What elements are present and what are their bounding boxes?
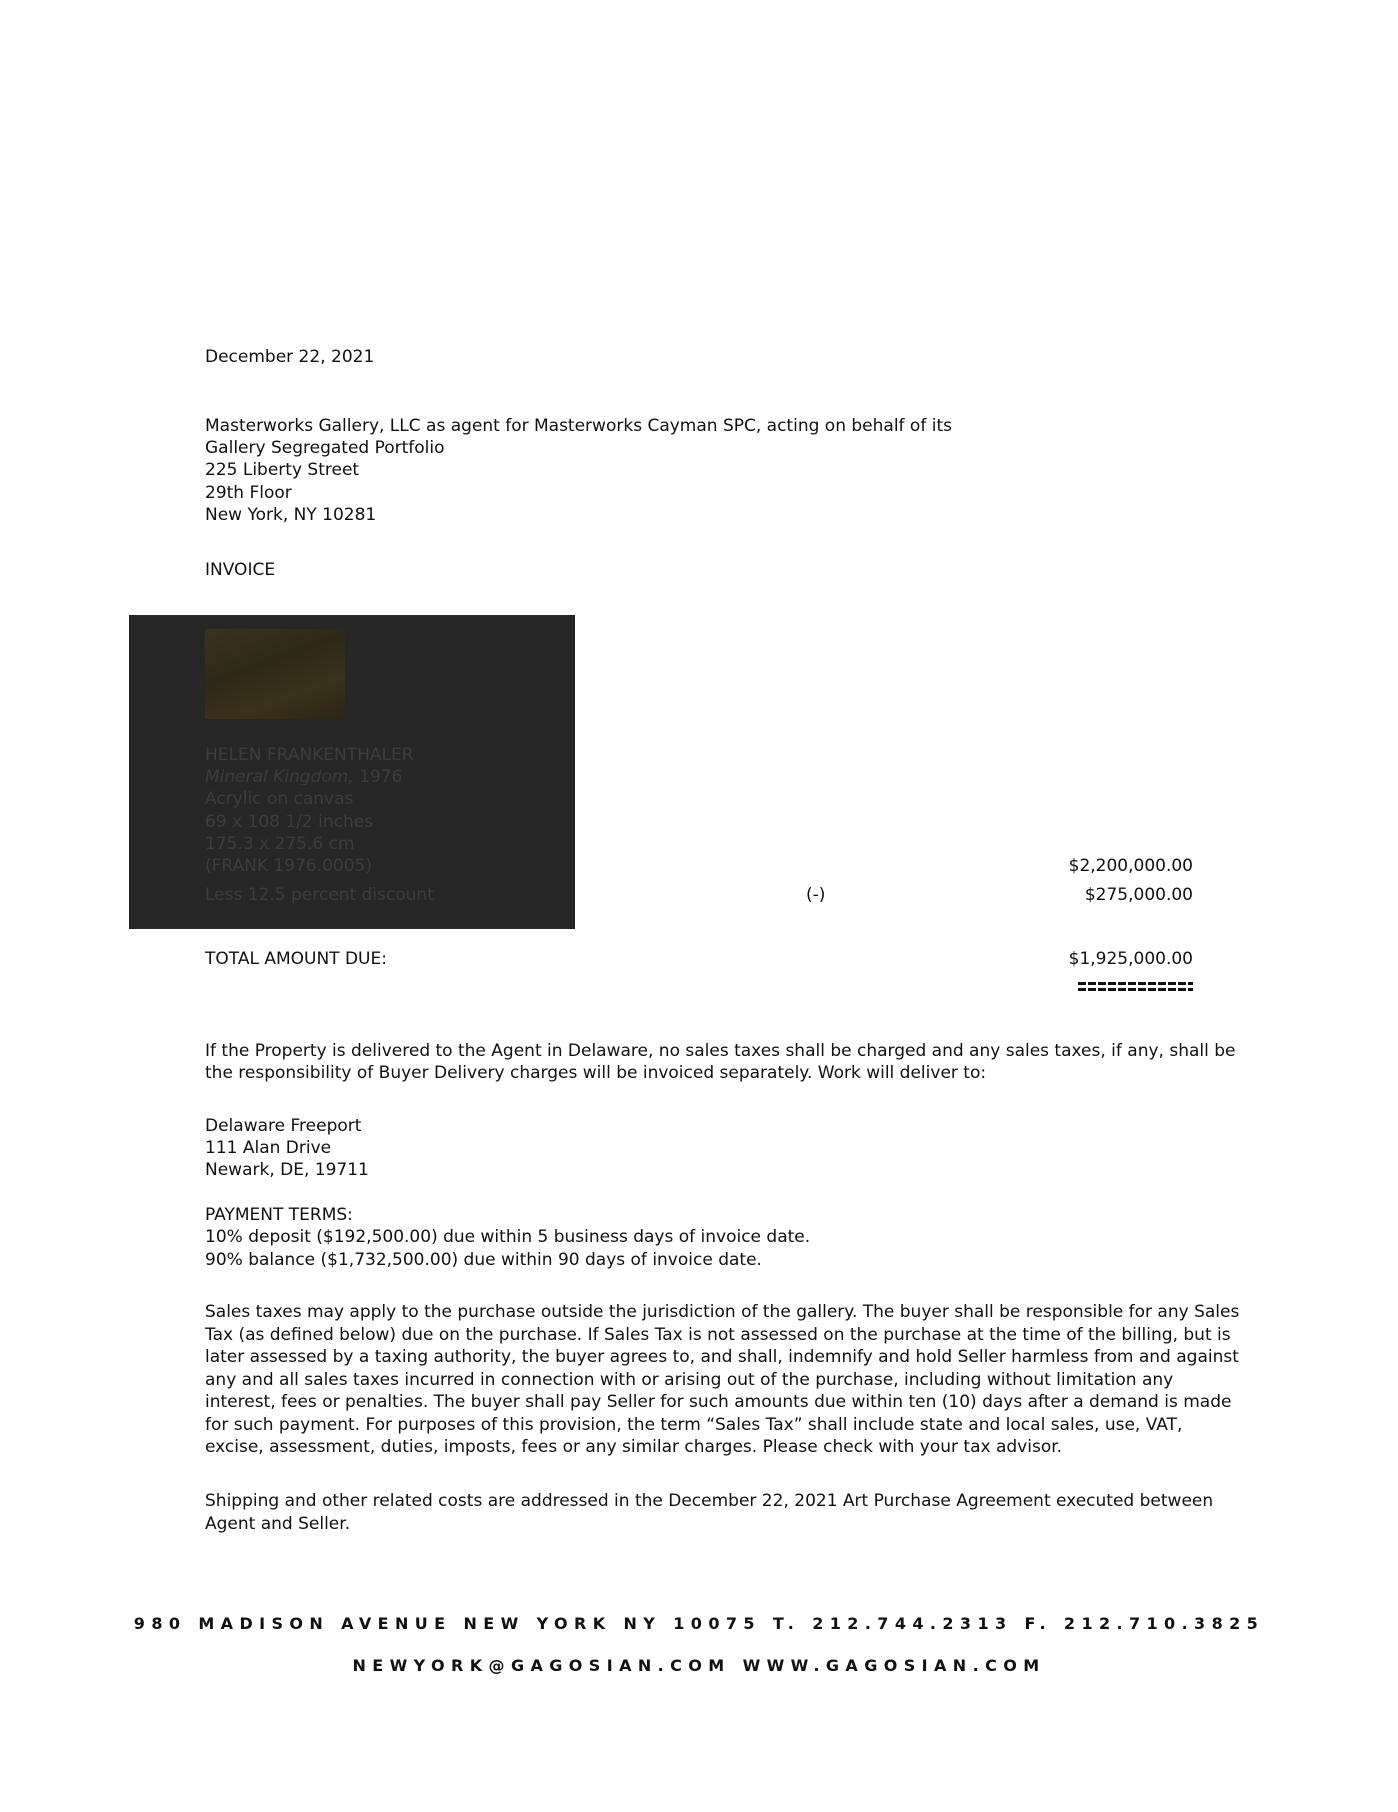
total-double-underline bbox=[1078, 982, 1193, 991]
artwork-dimensions-inches: 69 x 108 1/2 inches bbox=[205, 812, 374, 832]
artwork-title: Mineral Kingdom, bbox=[205, 767, 354, 787]
document-title: INVOICE bbox=[205, 560, 276, 580]
paragraph-line: Sales taxes may apply to the purchase outside the jurisdiction of the gallery. The buyer shall be responsible for any Sales bbox=[205, 1302, 1240, 1322]
artwork-year: 1976 bbox=[359, 767, 403, 787]
artwork-medium: Acrylic on canvas bbox=[205, 789, 354, 809]
artist-name: HELEN FRANKENTHALER bbox=[205, 745, 414, 765]
payment-term-line: 10% deposit ($192,500.00) due within 5 business days of invoice date. bbox=[205, 1227, 811, 1247]
invoice-date: December 22, 2021 bbox=[205, 347, 375, 367]
discount-label: Less 12.5 percent discount bbox=[205, 885, 434, 905]
total-amount: $1,925,000.00 bbox=[1068, 949, 1193, 969]
paragraph-line: for such payment. For purposes of this provision, the term “Sales Tax” shall include state and local sales, use, VAT, bbox=[205, 1415, 1183, 1435]
payment-terms-heading: PAYMENT TERMS: bbox=[205, 1205, 353, 1225]
delivery-address-line: Delaware Freeport bbox=[205, 1116, 362, 1136]
payment-term-line: 90% balance ($1,732,500.00) due within 90 days of invoice date. bbox=[205, 1250, 762, 1270]
paragraph-line: Shipping and other related costs are addressed in the December 22, 2021 Art Purchase Agreement executed between bbox=[205, 1491, 1214, 1511]
artwork-title-line bbox=[205, 766, 402, 788]
artwork-dimensions-cm: 175.3 x 275.6 cm bbox=[205, 834, 355, 854]
minus-sign: (-) bbox=[806, 885, 826, 905]
delivery-address-line: Newark, DE, 19711 bbox=[205, 1160, 369, 1180]
discount-amount: $275,000.00 bbox=[1084, 885, 1193, 905]
recipient-line: 29th Floor bbox=[205, 483, 292, 503]
paragraph-line: any and all sales taxes incurred in connection with or arising out of the purchase, including without limitation any bbox=[205, 1370, 1174, 1390]
price-amount: $2,200,000.00 bbox=[1068, 856, 1193, 876]
footer-contact: NEWYORK@GAGOSIAN.COM WWW.GAGOSIAN.COM bbox=[352, 1656, 1046, 1675]
artwork-thumbnail bbox=[205, 629, 345, 719]
artwork-reference: (FRANK 1976.0005) bbox=[205, 856, 372, 876]
total-label: TOTAL AMOUNT DUE: bbox=[205, 949, 387, 969]
recipient-line: Masterworks Gallery, LLC as agent for Masterworks Cayman SPC, acting on behalf of its bbox=[205, 416, 952, 436]
paragraph-line: interest, fees or penalties. The buyer shall pay Seller for such amounts due within ten (10) days after a demand is made bbox=[205, 1392, 1232, 1412]
recipient-line: New York, NY 10281 bbox=[205, 505, 377, 525]
paragraph-line: later assessed by a taxing authority, the buyer agrees to, and shall, indemnify and hold Seller harmless from and against bbox=[205, 1347, 1239, 1367]
recipient-line: Gallery Segregated Portfolio bbox=[205, 438, 445, 458]
paragraph-line: If the Property is delivered to the Agent in Delaware, no sales taxes shall be charged and any sales taxes, if any, shall be bbox=[205, 1041, 1236, 1061]
delivery-address-line: 111 Alan Drive bbox=[205, 1138, 332, 1158]
paragraph-line: the responsibility of Buyer Delivery charges will be invoiced separately. Work will deliver to: bbox=[205, 1063, 987, 1083]
footer-address: 980 MADISON AVENUE NEW YORK NY 10075 T. 212.744.2313 F. 212.710.3825 bbox=[133, 1614, 1265, 1633]
paragraph-line: excise, assessment, duties, imposts, fees or any similar charges. Please check with your tax advisor. bbox=[205, 1437, 1063, 1457]
paragraph-line: Agent and Seller. bbox=[205, 1514, 351, 1534]
recipient-line: 225 Liberty Street bbox=[205, 460, 360, 480]
paragraph-line: Tax (as defined below) due on the purchase. If Sales Tax is not assessed on the purchase at the time of the billing, but is bbox=[205, 1325, 1231, 1345]
